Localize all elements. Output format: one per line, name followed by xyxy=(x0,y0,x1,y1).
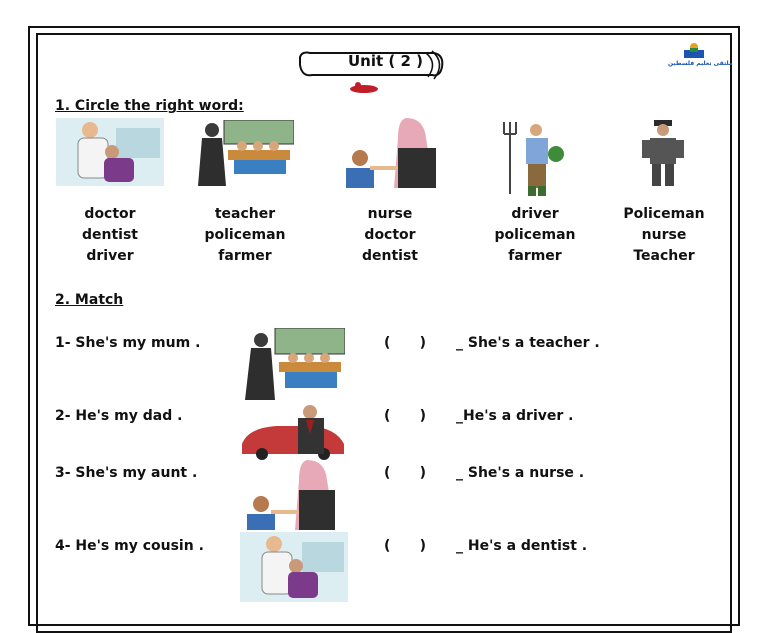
teacher-picture xyxy=(198,120,294,186)
answer-blank-4[interactable]: ( ) xyxy=(384,538,427,554)
word-option[interactable]: farmer xyxy=(218,248,272,264)
word-option[interactable]: Policeman xyxy=(623,206,705,222)
nurse-picture xyxy=(340,118,440,188)
match-right-item-4: _ He's a dentist . xyxy=(456,538,588,554)
word-column-2 xyxy=(190,204,300,267)
match-left-item-3: 3- She's my aunt . xyxy=(55,465,198,481)
answer-blank-1[interactable]: ( ) xyxy=(384,335,427,351)
word-column-5 xyxy=(609,204,719,267)
word-option[interactable]: Teacher xyxy=(633,248,695,264)
logo-text: ملتقى تعليم فلسطين xyxy=(668,60,733,67)
match-left-item-1: 1- She's my mum . xyxy=(55,335,201,351)
word-option[interactable]: nurse xyxy=(641,227,687,243)
answer-blank-3[interactable]: ( ) xyxy=(384,465,427,481)
match-driver-picture xyxy=(240,404,346,460)
policeman-picture xyxy=(638,120,688,188)
section-2-heading: 2. Match xyxy=(55,292,124,308)
section-1-heading: 1. Circle the right word: xyxy=(55,98,244,114)
word-option[interactable]: doctor xyxy=(364,227,416,243)
word-option[interactable]: dentist xyxy=(362,248,418,264)
answer-blank-2[interactable]: ( ) xyxy=(384,408,427,424)
match-right-item-1: _ She's a teacher . xyxy=(456,335,600,351)
word-option[interactable]: farmer xyxy=(508,248,562,264)
site-logo xyxy=(668,42,733,70)
word-column-4 xyxy=(480,204,590,267)
page-title: Unit ( 2 ) xyxy=(348,52,423,70)
word-option[interactable]: teacher xyxy=(214,206,276,222)
dentist-picture xyxy=(56,118,164,186)
word-option[interactable]: policeman xyxy=(204,227,286,243)
match-nurse-picture xyxy=(243,460,339,530)
word-column-3 xyxy=(335,204,445,267)
word-column-1 xyxy=(55,204,165,267)
match-left-item-2: 2- He's my dad . xyxy=(55,408,183,424)
match-teacher-picture xyxy=(245,328,345,400)
match-right-item-3: _ She's a nurse . xyxy=(456,465,585,481)
word-option[interactable]: policeman xyxy=(494,227,576,243)
word-option[interactable]: nurse xyxy=(367,206,413,222)
match-left-item-4: 4- He's my cousin . xyxy=(55,538,204,554)
match-dentist-picture xyxy=(240,532,348,602)
word-option[interactable]: dentist xyxy=(82,227,138,243)
farmer-picture xyxy=(500,120,566,198)
word-option[interactable]: doctor xyxy=(84,206,136,222)
word-option[interactable]: driver xyxy=(86,248,134,264)
word-option[interactable]: driver xyxy=(511,206,559,222)
match-right-item-2: _He's a driver . xyxy=(456,408,574,424)
